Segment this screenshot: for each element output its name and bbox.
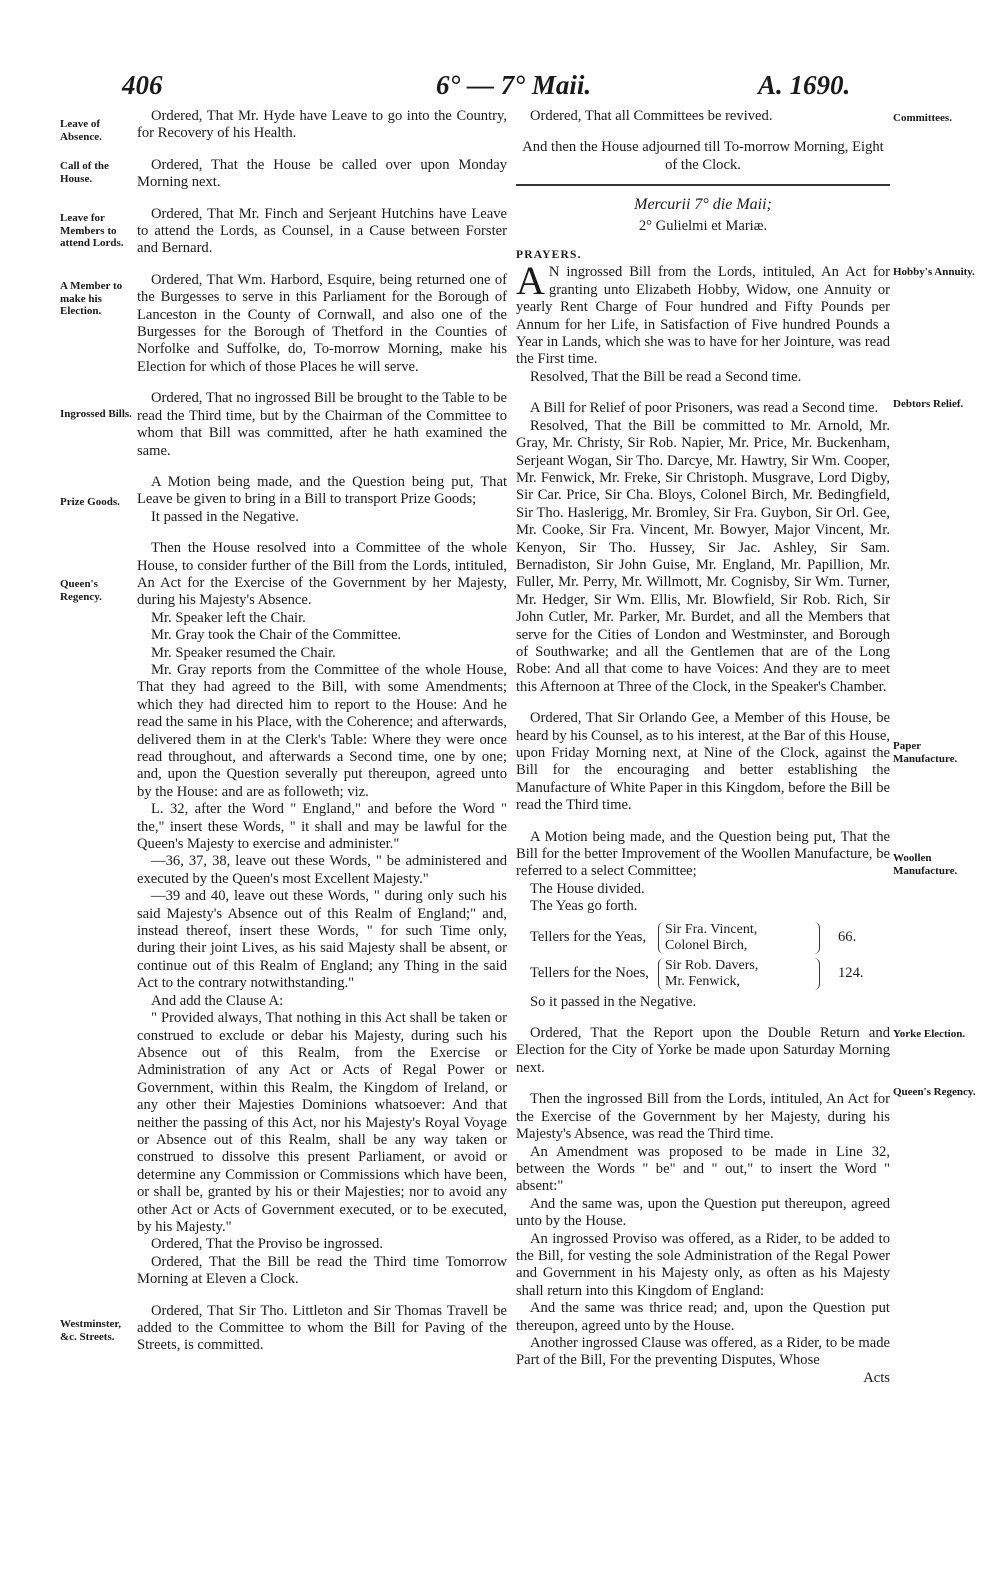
tellers-noes-count: 124. xyxy=(838,964,864,981)
entry-add-clause: And add the Clause A: xyxy=(151,992,284,1009)
margin-note-leave-absence: Leave of Absence. xyxy=(60,118,102,143)
margin-note-call-house: Call of the House. xyxy=(60,160,109,185)
tellers-noes-names xyxy=(658,958,820,990)
entry-woollen-result: So it passed in the Negative. xyxy=(530,993,697,1010)
entry-amendment-39-40: —39 and 40, leave out these Words, " during only such his said Majesty's Absence out of this Realm of England;" and, instead thereof, insert these Words, " for such Time only, during their joint Lives, as his said Majesty shall be absent, or continue out of this Realm of England; any Thing in the said Act to the contrary notwithstanding." xyxy=(137,888,507,992)
entry-adjourned: And then the House adjourned till To-morrow Morning, Eight of the Clock. xyxy=(522,139,884,173)
entry-gray-reports: Mr. Gray reports from the Committee of the whole House, That they had agreed to the Bill, with some Amendments; which they had directed him to report to the House: And he read the same in his Place, with the Coherence; and afterwards, delivered them in at the Clerk's Table: Where they were once read throughout, and afterwards a Second time, one by one; and, upon the Question severally put thereupon, agreed unto by the House: and are as followeth; viz. xyxy=(137,661,507,800)
margin-note-woollen-manufacture: Woollen Manufacture. xyxy=(893,852,958,877)
entry-harbord-election: Ordered, That Wm. Harbord, Esquire, being returned one of the Burgesses to serve in this Parliament for the Borough of Lanceston in the County of Cornwall, and also one of the Burgesses for the Borough of Thetford in the Counties of Norfolke and Suffolke, do, To-morrow Morning, make his Election for which of those Places he will serve. xyxy=(137,271,507,375)
teller-noes-1: Sir Rob. Davers, xyxy=(665,957,759,973)
entry-clause-rider: Another ingrossed Clause was offered, as a Rider, to be made Part of the Bill, For the preventing Disputes, Whose xyxy=(516,1334,890,1369)
entry-call-house: Ordered, That the House be called over upon Monday Morning next. xyxy=(137,156,507,191)
drop-cap: A xyxy=(516,258,545,304)
right-column xyxy=(516,108,890,1387)
running-date: 6° — 7° Maii. xyxy=(436,70,592,100)
entry-orlando-gee: Ordered, That Sir Orlando Gee, a Member of this House, be heard by his Counsel, as to his interest, at the Bar of this House, upon Friday Morning next, at Nine of the Clock, against the Bill for the encouraging and better establishing the Manufacture of White Paper in this Kingdom, before the Bill be read the Third time. xyxy=(516,710,890,814)
margin-note-prize-goods: Prize Goods. xyxy=(60,496,120,508)
entry-proviso-rider: An ingrossed Proviso was offered, as a Rider, to be added to the Bill, for vesting the sole Administration of the Regal Power and Government in his Majesty only, as often as his Majesty shall return into this Kingdom of England: xyxy=(516,1230,890,1299)
tellers-yeas-label: Tellers for the Yeas, xyxy=(530,928,647,945)
entry-hobby-second-reading: Resolved, That the Bill be read a Second time. xyxy=(530,368,802,385)
catchword: Acts xyxy=(863,1369,890,1386)
entry-prisoners-committee: Resolved, That the Bill be committed to Mr. Arnold, Mr. Gray, Mr. Christy, Sir Rob. Napier, Mr. Price, Mr. Buckenham, Serjeant Wogan, Sir Tho. Darcye, Mr. Hawtry, Sir Wm. Cooper, Mr. Fenwick, Mr. Freke, Sir Christoph. Musgrave, Lord Digby, Sir Car. Price, Sir Cha. Bloys, Colonel Birch, Mr. Bedingfield, Sir Tho. Haslerigg, Mr. Bromley, Sir Fra. Guybon, Sir Orl. Gee, Mr. Cooke, Sir Fra. Vincent, Mr. Bowyer, Major Vincent, Mr. Kenyon, Sir Tho. Hussey, Sir Jac. Ashley, Sir Sam. Bernadiston, Sir John Guise, Mr. England, Mr. Papillion, Mr. Fuller, Mr. Perry, Mr. Willmott, Mr. Cognisby, Sir Wm. Turner, Mr. Hedger, Sir Wm. Ellis, Mr. Blowfield, Sir Rob. Rich, Sir John Cutler, Mr. Parker, Mr. Burdet, and all the Members that serve for the Cities of London and Westminster, and Borough of Southwarke; and all the Gentlemen that are of the Long Robe: And all that come to have Voices: And they are to meet this Afternoon at Three of the Clock, in the Speaker's Chamber. xyxy=(516,417,890,695)
margin-note-yorke-election: Yorke Election. xyxy=(893,1028,966,1040)
entry-prize-goods-motion: A Motion being made, and the Question being put, That Leave be given to bring in a Bill to transport Prize Goods; xyxy=(137,473,507,508)
tellers-noes-label: Tellers for the Noes, xyxy=(530,964,649,981)
entry-proviso-text: " Provided always, That nothing in this Act shall be taken or construed to exclude or debar his Majesty, during such his Absence out of this Realm, from the Exercise or Administration of any Act or Acts of Regal Power or Government, within this Realm, the Kingdom of Ireland, or any other their Majesties Dominions whatsoever: And that neither the passing of this Act, nor his Majesty's Royal Voyage or Absence out of this Realm, shall be any way taken or construed to dissolve this present Parliament, or avoid or determine any Commission or Commissions which have been, or shall be, granted by his or their Majesties; nor to avoid any other Act or Acts of Government executed, or to be executed, by his Majesty." xyxy=(137,1010,507,1235)
entry-ingrossed-bills: Ordered, That no ingrossed Bill be brought to the Table to be read the Third time, but by the Chairman of the Committee to whom that Bill was committed, after he hath examined the same. xyxy=(137,390,507,459)
entry-yeas-forth: The Yeas go forth. xyxy=(530,898,638,915)
entry-committee-whole-house: Then the House resolved into a Committee of the whole House, to consider further of the Bill from the Lords, intituled, An Act for the Exercise of the Government by her Majesty, during his Majesty's Absence. xyxy=(137,540,507,609)
entry-woollen-motion: A Motion being made, and the Question being put, That the Bill for the better Improvement of the Woollen Manufacture, be referred to a select Committee; xyxy=(516,828,890,880)
margin-note-leave-members: Leave for Members to attend Lords. xyxy=(60,212,124,249)
day-title: Mercurii 7° die Maii; xyxy=(634,196,772,214)
entry-prisoners-bill: A Bill for Relief of poor Prisoners, was read a Second time. xyxy=(530,400,879,417)
entry-amendment-line32: An Amendment was proposed to be made in Line 32, between the Words " be" and " out," to insert the Word " absent:" xyxy=(516,1143,890,1195)
left-column xyxy=(137,108,507,1369)
margin-note-debtors-relief: Debtors Relief. xyxy=(893,398,964,410)
entry-proviso-ingrossed: Ordered, That the Proviso be ingrossed. xyxy=(151,1236,383,1253)
entry-third-reading: Ordered, That the Bill be read the Third time Tomorrow Morning at Eleven a Clock. xyxy=(137,1253,507,1288)
entry-speaker-left: Mr. Speaker left the Chair. xyxy=(151,609,306,626)
entry-streets-committee: Ordered, That Sir Tho. Littleton and Sir Thomas Travell be added to the Committee to whom the Bill for Paving of the Streets, is committed. xyxy=(137,1302,507,1354)
entry-regency-third-reading: Then the ingrossed Bill from the Lords, intituled, An Act for the Exercise of the Government by her Majesty, during his Majesty's Absence, was read the Third time. xyxy=(516,1091,890,1143)
entry-hobby-annuity-text: N ingrossed Bill from the Lords, intituled, An Act for granting unto Elizabeth Hobby, Widow, one Annuity or yearly Rent Charge of Four hundred and Fifty Pounds per Annum for her Life, in Satisfaction of Five hundred Pounds a Year in Lands, which she was to have for her Jointure, was read the First time. xyxy=(516,264,890,368)
entry-leave-hyde: Ordered, That Mr. Hyde have Leave to go into the Country, for Recovery of his Health. xyxy=(137,108,507,142)
entry-speaker-resumed: Mr. Speaker resumed the Chair. xyxy=(151,644,336,661)
entry-hobby-annuity xyxy=(516,258,890,368)
entry-committees-revived: Ordered, That all Committees be revived. xyxy=(530,108,773,124)
prayers-heading: PRAYERS. xyxy=(516,249,582,262)
margin-note-queens-regency: Queen's Regency. xyxy=(60,578,102,603)
tellers-yeas xyxy=(530,922,890,954)
teller-noes-2: Mr. Fenwick, xyxy=(665,973,741,989)
entry-leave-finch: Ordered, That Mr. Finch and Serjeant Hutchins have Leave to attend the Lords, as Counsel, in a Cause between Forster and Bernard. xyxy=(137,205,507,257)
entry-yorke-report: Ordered, That the Report upon the Double Return and Election for the City of Yorke be made upon Saturday Morning next. xyxy=(516,1025,890,1076)
entry-gray-chair: Mr. Gray took the Chair of the Committee. xyxy=(151,627,402,644)
tellers-yeas-count: 66. xyxy=(838,928,857,945)
tellers-noes xyxy=(530,958,890,990)
entry-amendment-l32: L. 32, after the Word " England," and before the Word " the," insert these Words, " it shall and may be lawful for the Queen's Majesty to exercise and administer." xyxy=(137,801,507,853)
section-rule xyxy=(516,184,890,186)
margin-note-paper-manufacture: Paper Manufacture. xyxy=(893,740,958,765)
page-header xyxy=(0,70,992,110)
tellers-yeas-names xyxy=(658,922,820,954)
regnal-year: 2° Gulielmi et Mariæ. xyxy=(638,217,768,234)
tellers-block xyxy=(516,922,890,990)
margin-note-westminster-streets: Westminster, &c. Streets. xyxy=(60,1318,122,1343)
margin-note-ingrossed-bills: Ingrossed Bills. xyxy=(60,408,132,420)
entry-amendment-36-38: —36, 37, 38, leave out these Words, " be administered and executed by the Queen's most Excellent Majesty." xyxy=(137,853,507,887)
margin-note-queens-regency-2: Queen's Regency. xyxy=(893,1086,976,1098)
margin-note-member-election: A Member to make his Election. xyxy=(60,280,123,317)
teller-yeas-2: Colonel Birch, xyxy=(665,937,748,953)
entry-house-divided: The House divided. xyxy=(530,880,645,897)
page-number: 406 xyxy=(122,70,163,100)
teller-yeas-1: Sir Fra. Vincent, xyxy=(665,921,758,937)
entry-prize-goods-result: It passed in the Negative. xyxy=(151,508,299,525)
entry-amendment-agreed: And the same was, upon the Question put thereupon, agreed unto by the House. xyxy=(516,1195,890,1230)
margin-note-hobbys-annuity: Hobby's Annuity. xyxy=(893,266,975,278)
entry-proviso-agreed: And the same was thrice read; and, upon the Question put thereupon, agreed unto by the House. xyxy=(516,1300,890,1334)
margin-note-committees: Committees. xyxy=(893,112,952,124)
running-year: A. 1690. xyxy=(758,70,851,100)
